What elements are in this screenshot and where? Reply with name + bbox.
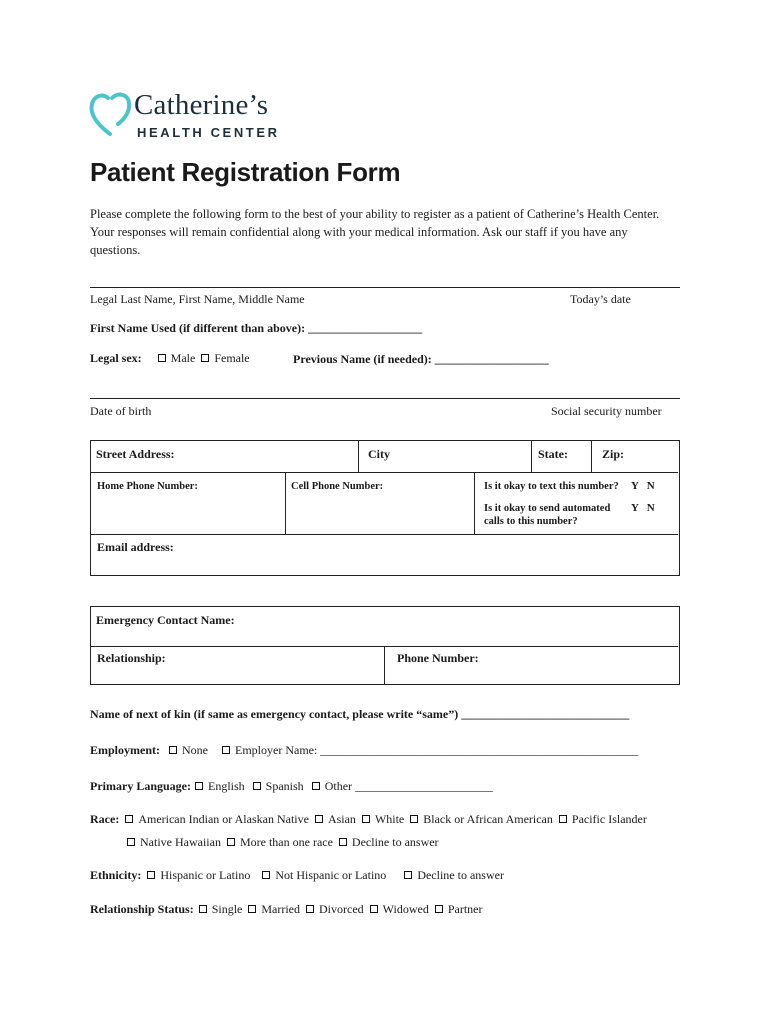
emergency-contact-table [90,606,680,685]
race-more-than-one-option[interactable]: More than one race [227,835,333,850]
legal-sex-male-option[interactable]: Male [158,351,196,366]
employment-row [90,743,644,758]
race-row-2 [127,835,445,850]
primary-language-label: Primary Language: [90,779,191,793]
status-married-option[interactable]: Married [248,902,300,917]
cell-phone-field[interactable]: Cell Phone Number: [291,481,384,492]
zip-field[interactable]: Zip: [602,447,625,461]
dob-line[interactable] [90,398,680,399]
legal-sex-female-option[interactable]: Female [201,351,249,366]
checkbox-icon[interactable] [370,905,378,913]
employment-label: Employment: [90,743,160,757]
race-pacific-islander-option[interactable]: Pacific Islander [559,812,647,827]
first-name-used-field[interactable]: First Name Used (if different than above): ___________________ [90,321,423,335]
checkbox-icon[interactable] [410,815,418,823]
checkbox-icon[interactable] [127,838,135,846]
checkbox-icon[interactable] [158,354,166,362]
previous-name-field[interactable]: Previous Name (if needed): ___________________ [293,352,549,366]
checkbox-icon[interactable] [199,905,207,913]
dob-label: Date of birth [90,404,152,418]
ethnicity-not-hispanic-option[interactable]: Not Hispanic or Latino [262,868,386,883]
checkbox-icon[interactable] [147,871,155,879]
emergency-phone-field[interactable]: Phone Number: [397,651,479,665]
primary-language-row [90,779,499,794]
race-label: Race: [90,812,120,826]
text-ok-yn[interactable]: Y N [631,480,655,492]
legal-sex-label: Legal sex: [90,351,142,365]
checkbox-icon[interactable] [248,905,256,913]
language-english-option[interactable]: English [195,779,245,794]
legal-sex-row [90,351,256,366]
state-field[interactable]: State: [538,447,568,461]
logo-name: Catherine’s [134,89,269,121]
checkbox-icon[interactable] [404,871,412,879]
checkbox-icon[interactable] [201,354,209,362]
checkbox-icon[interactable] [435,905,443,913]
checkbox-icon[interactable] [222,746,230,754]
logo-heart-icon [88,90,132,138]
logo-subtitle: HEALTH CENTER [137,125,280,140]
status-partner-option[interactable]: Partner [435,902,483,917]
race-decline-option[interactable]: Decline to answer [339,835,439,850]
text-ok-question: Is it okay to text this number? [484,481,619,492]
relationship-field[interactable]: Relationship: [97,651,166,665]
checkbox-icon[interactable] [169,746,177,754]
race-native-hawaiian-option[interactable]: Native Hawaiian [127,835,221,850]
checkbox-icon[interactable] [253,782,261,790]
checkbox-icon[interactable] [315,815,323,823]
ethnicity-row [90,868,510,883]
legal-name-label: Legal Last Name, First Name, Middle Name [90,292,305,306]
status-divorced-option[interactable]: Divorced [306,902,364,917]
race-black-option[interactable]: Black or African American [410,812,553,827]
checkbox-icon[interactable] [262,871,270,879]
page-title: Patient Registration Form [90,157,401,187]
checkbox-icon[interactable] [227,838,235,846]
checkbox-icon[interactable] [362,815,370,823]
automated-calls-question: Is it okay to send automated calls to this number? [484,503,611,527]
race-asian-option[interactable]: Asian [315,812,356,827]
ethnicity-label: Ethnicity: [90,868,142,882]
name-line[interactable] [90,287,680,288]
employer-name-option[interactable]: Employer Name: _____________________________________________________ [222,743,638,758]
todays-date-label: Today’s date [570,292,631,306]
relationship-status-label: Relationship Status: [90,902,194,916]
emergency-contact-name-field[interactable]: Emergency Contact Name: [96,613,235,627]
race-row-1 [90,812,653,827]
checkbox-icon[interactable] [195,782,203,790]
checkbox-icon[interactable] [125,815,133,823]
ssn-label: Social security number [551,404,662,418]
relationship-status-row [90,902,489,917]
status-widowed-option[interactable]: Widowed [370,902,429,917]
email-field[interactable]: Email address: [97,540,174,554]
race-white-option[interactable]: White [362,812,404,827]
ethnicity-decline-option[interactable]: Decline to answer [404,868,504,883]
employment-none-option[interactable]: None [169,743,208,758]
checkbox-icon[interactable] [339,838,347,846]
intro-paragraph: Please complete the following form to the best of your ability to register as a patient of Catherine’s Health Center. Your responses will remain confidential along with your medical information. Ask our staff if you have any questions. [90,207,660,257]
checkbox-icon[interactable] [306,905,314,913]
street-address-field[interactable]: Street Address: [96,447,175,461]
checkbox-icon[interactable] [312,782,320,790]
language-other-option[interactable]: Other _______________________ [312,779,493,794]
home-phone-field[interactable]: Home Phone Number: [97,481,198,492]
city-field[interactable]: City [368,447,390,461]
automated-calls-yn[interactable]: Y N [631,502,655,514]
race-american-indian-option[interactable]: American Indian or Alaskan Native [125,812,309,827]
status-single-option[interactable]: Single [199,902,243,917]
checkbox-icon[interactable] [559,815,567,823]
address-table [90,440,680,576]
language-spanish-option[interactable]: Spanish [253,779,304,794]
next-of-kin-field[interactable]: Name of next of kin (if same as emergency contact, please write “same”) ____________________________ [90,707,630,721]
ethnicity-hispanic-option[interactable]: Hispanic or Latino [147,868,250,883]
